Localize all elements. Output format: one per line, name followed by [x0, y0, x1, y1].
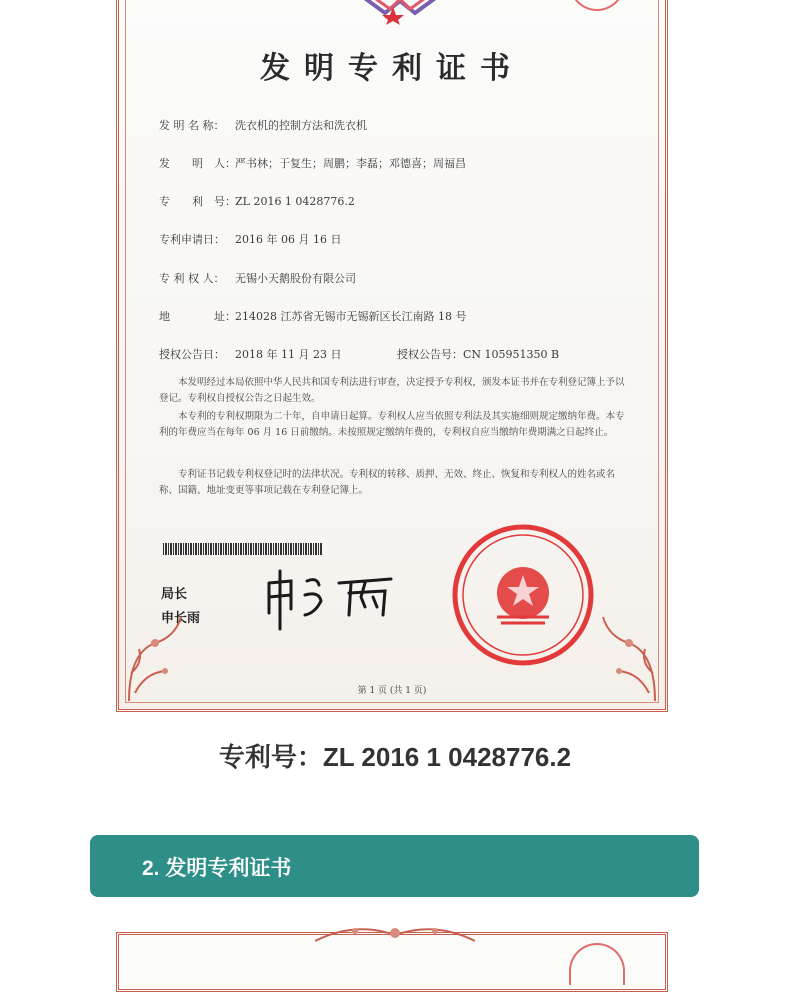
field-value: 214028 江苏省无锡市无锡新区长江南路 18 号 [235, 310, 467, 323]
floral-ornament-icon [315, 921, 475, 945]
patent-certificate [116, 0, 668, 712]
field-address [159, 308, 466, 324]
field-label: 专 利 号： [159, 195, 236, 208]
field-label: 地 址： [159, 310, 236, 323]
seal-fragment [569, 943, 625, 985]
field-label: 授权公告日： [159, 348, 225, 361]
floral-corner-icon [125, 613, 185, 703]
floral-corner-icon [599, 613, 659, 703]
field-label: 专利申请日： [159, 233, 225, 246]
director-signature [261, 563, 401, 633]
official-seal [449, 521, 597, 669]
section-header [90, 835, 699, 897]
top-ornament-icon [345, 0, 455, 25]
director-name: 申长雨 [161, 611, 201, 626]
field-label: 授权公告号： [397, 348, 463, 361]
field-patentee [159, 270, 356, 286]
field-value: 无锡小天鹅股份有限公司 [235, 272, 356, 285]
patent-number-caption: 专利号：ZL 2016 1 0428776.2 [218, 742, 572, 772]
certificate-title: 发明专利证书 [260, 51, 524, 86]
certificate-paragraph: 专利证书记载专利权登记时的法律状况。专利权的转移、质押、无效、终止、恢复和专利权人的姓名或名称、国籍、地址变更等事项记载在专利登记簿上。 [159, 469, 616, 496]
field-label: 专 利 权 人： [159, 272, 225, 285]
field-value: 2018 年 11 月 23 日 [235, 348, 342, 361]
field-application-date [159, 231, 341, 247]
page-number: 第 1 页 (共 1 页) [357, 686, 427, 696]
field-value: 洗衣机的控制方法和洗衣机 [235, 119, 367, 132]
field-announcement-number [397, 346, 559, 362]
field-label: 发 明 人： [159, 157, 236, 170]
certificate-paragraph: 本专利的专利权期限为二十年，自申请日起算。专利权人应当依照专利法及其实施细则规定缴纳年费。本专利的年费应当在每年 06 月 16 日前缴纳。未按照规定缴纳年费的，专利权自应当缴纳年费期满之日起终止。 [159, 411, 625, 438]
field-invention-name [159, 117, 367, 133]
certificate-paragraph: 本发明经过本局依照中华人民共和国专利法进行审查，决定授予专利权，颁发本证书并在专利登记簿上予以登记。专利权自授权公告之日起生效。 [159, 377, 625, 404]
section-header-label: 2. 发明专利证书 [142, 857, 292, 880]
field-grant-date [159, 346, 341, 362]
field-value: CN 105951350 B [463, 348, 560, 361]
field-inventors [159, 155, 466, 171]
second-certificate-preview [116, 932, 668, 992]
field-label: 发 明 名 称： [159, 119, 225, 132]
field-value: 严书林；于复生；周鹏；李磊；邓德喜；周福昌 [235, 157, 466, 170]
field-value: ZL 2016 1 0428776.2 [235, 195, 355, 208]
field-patent-number [159, 193, 355, 209]
field-value: 2016 年 06 月 16 日 [235, 233, 342, 246]
director-title: 局长 [161, 587, 188, 602]
barcode [163, 543, 323, 555]
